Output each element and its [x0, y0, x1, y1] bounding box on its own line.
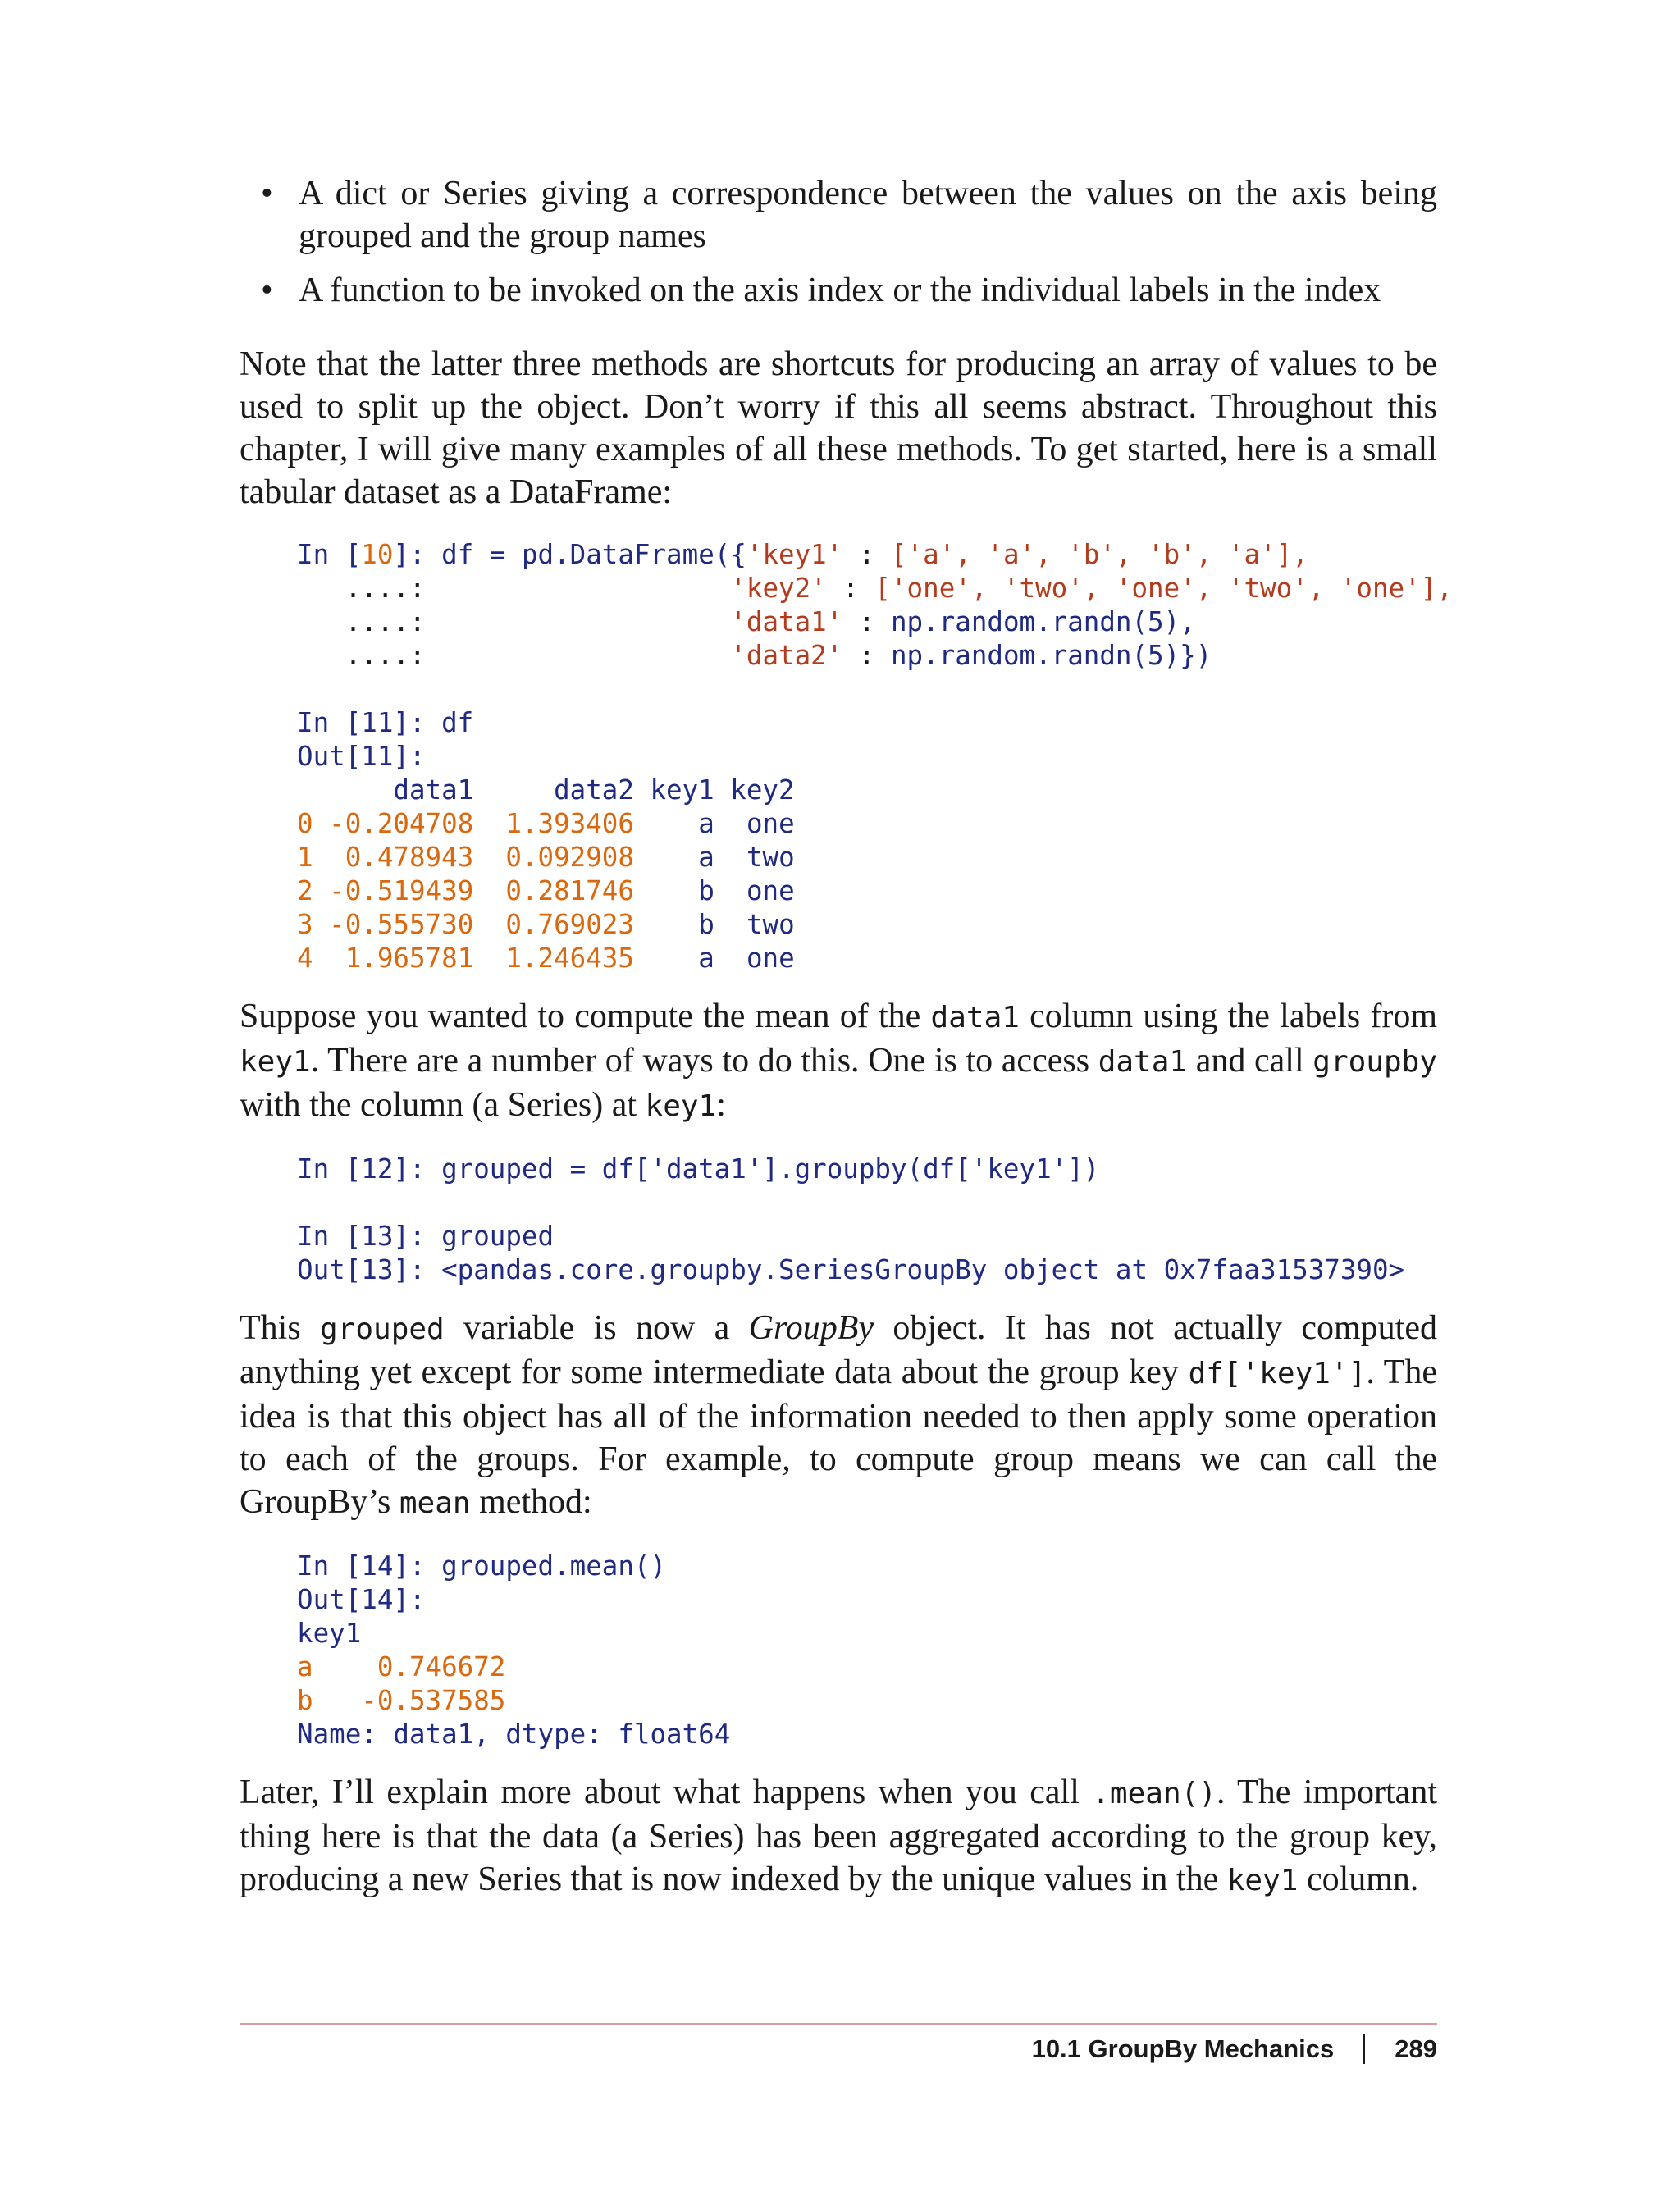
paragraph-groupby-object: This grouped variable is now a GroupBy object. It has not actually computed anything yet except for some intermediate data about the group key df['key1']. The idea is that this object has all of the information needed to then apply some operation to each of the groups. For example, to compute group means we can call the GroupBy’s mean method:: [240, 1309, 1437, 1521]
code-block-mean: In [14]: grouped.mean() Out[14]: key1 a 0.746672 b -0.537585 Name: data1, dtype: float64: [297, 1550, 731, 1750]
bullet-list: [256, 172, 1437, 312]
page-number: 289: [1395, 2034, 1437, 2063]
table-row: 1 0.478943 0.092908 a two: [297, 842, 795, 873]
paragraph-groupby-intro: Suppose you wanted to compute the mean of the data1 column using the labels from key1. There are a number of ways to do this. One is to access data1 and call groupby with the column (a Series) at key1:: [240, 998, 1437, 1124]
bullet-dot-icon: •: [261, 272, 273, 309]
table-header: data1 data2 key1 key2: [297, 774, 795, 806]
table-row: 4 1.965781 1.246435 a one: [297, 943, 795, 974]
code-block-dataframe-output: In [11]: df Out[11]: data1 data2 key1 key2 0 -0.204708 1.393406 a one 1 0.478943 0.092908 a two 2 -0.519439 0.281746 b one 3 -0.555730 0.769023 b two 4 1.965781 1.246435 a one: [297, 707, 795, 974]
code-prompt: In [: [297, 539, 362, 570]
footer-section-title: 10.1 GroupBy Mechanics: [1031, 2034, 1335, 2063]
footer-separator: [1363, 2034, 1365, 2064]
page-content: [240, 172, 1453, 1902]
table-row: 0 -0.204708 1.393406 a one: [297, 808, 795, 839]
paragraph-later: Later, I’ll explain more about what happens when you call .mean(). The important thing here is that the data (a Series) has been aggregated according to the group key, producing a new Series that is now indexed by the unique values in the key1 column.: [240, 1774, 1437, 1898]
paragraph-intro: Note that the latter three methods are shortcuts for producing an array of values to be used to split up the object. Don’t worry if this all seems abstract. Throughout this chapter, I will give many examples of all these methods. To get started, here is a small tabular dataset as a DataFrame:: [240, 345, 1437, 511]
footer-divider: [240, 2023, 1437, 2025]
bullet-item: • A dict or Series giving a correspondence between the values on the axis being grouped and the group names: [256, 172, 1437, 258]
bullet-dot-icon: •: [261, 175, 273, 212]
bullet-item: • A function to be invoked on the axis index or the individual labels in the index: [256, 269, 1437, 312]
code-block-grouped: In [12]: grouped = df['data1'].groupby(df['key1']) In [13]: grouped Out[13]: <pandas.core.groupby.SeriesGroupBy object at 0x7faa31537390>: [297, 1153, 1405, 1285]
table-row: 3 -0.555730 0.769023 b two: [297, 909, 795, 940]
page-footer: [1032, 2034, 1437, 2064]
code-block-dataframe: In [10]: df = pd.DataFrame({'key1' : ['a', 'a', 'b', 'b', 'a'], ....: 'key2' : ['one', 'two', 'one', 'two', 'one'], ....: 'data1' : np.random.randn(5), ....: 'data2' : np.random.randn(5)}): [297, 539, 1453, 671]
table-row: 2 -0.519439 0.281746 b one: [297, 875, 795, 906]
